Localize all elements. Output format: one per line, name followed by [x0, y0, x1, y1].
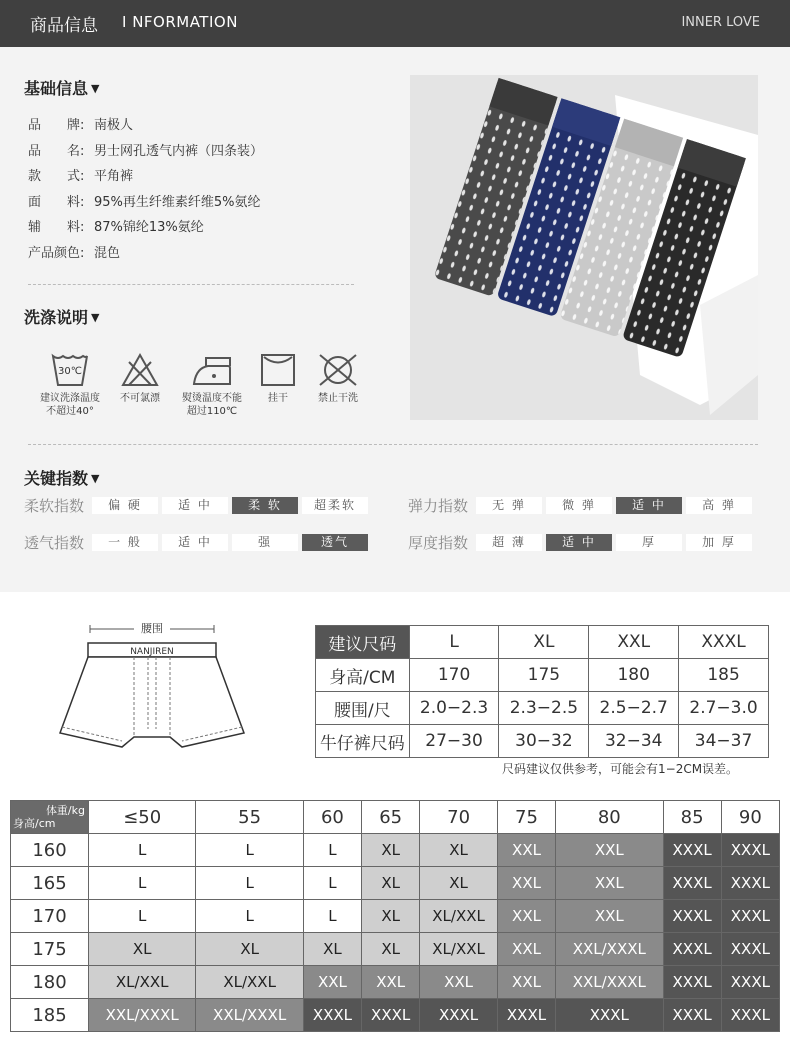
size-recommendation-cell: XL/XXL — [420, 900, 498, 933]
header-title-en: I NFORMATION — [122, 13, 238, 31]
size-recommendation-cell: XXXL — [362, 999, 420, 1032]
index-option: 适 中 — [616, 497, 682, 514]
index-label: 柔软指数 — [24, 497, 85, 515]
no-bleach-icon — [120, 352, 160, 388]
size-recommendation-cell: XXXL — [721, 966, 779, 999]
size-cell: 2.0−2.3 — [409, 692, 499, 725]
index-option: 强 — [232, 534, 298, 551]
info-value: 95%再生纤维素纤维5%氨纶 — [94, 194, 261, 210]
height-cell: 180 — [11, 966, 89, 999]
size-recommendation-cell: L — [303, 900, 361, 933]
size-recommendation-cell: XL — [89, 933, 196, 966]
weight-header-cell: 80 — [556, 801, 663, 834]
header-brand: INNER LOVE — [681, 15, 760, 30]
size-recommendation-cell: XL — [362, 867, 420, 900]
size-header-cell: L — [409, 626, 499, 659]
divider — [28, 444, 758, 445]
info-label: 产品颜色: — [28, 245, 85, 261]
wash-item: 挂干 — [252, 352, 304, 405]
size-recommendation-cell: XXL — [556, 900, 663, 933]
header-bar — [0, 0, 790, 47]
weight-header-cell: 75 — [497, 801, 555, 834]
height-cell: 175 — [11, 933, 89, 966]
info-value: 87%锦纶13%氨纶 — [94, 220, 204, 235]
size-recommendation-cell: L — [196, 834, 303, 867]
size-recommendation-cell: L — [303, 867, 361, 900]
corner-weight-label: 体重/kg — [45, 804, 85, 817]
size-row — [316, 692, 769, 725]
index-option: 偏 硬 — [92, 497, 158, 514]
size-recommendation-cell: L — [89, 900, 196, 933]
index-option: 适 中 — [162, 534, 228, 551]
wash-item: 熨烫温度不能 超过110℃ — [176, 352, 248, 418]
product-image — [410, 75, 758, 420]
size-cell: 27−30 — [409, 725, 499, 758]
info-label: 辅 料: — [28, 220, 85, 235]
size-recommendation-cell: XXXL — [663, 834, 721, 867]
weight-height-table — [10, 800, 780, 1032]
weight-row — [11, 834, 780, 867]
weight-header-cell: ≤50 — [89, 801, 196, 834]
size-recommendation-cell: XXL/XXXL — [89, 999, 196, 1032]
size-recommendation-cell: XXXL — [663, 867, 721, 900]
size-recommendation-cell: XXXL — [303, 999, 361, 1032]
size-recommendation-cell: XXL — [556, 834, 663, 867]
info-row — [28, 242, 120, 261]
waistband-text: NANJIREN — [130, 647, 174, 657]
index-option: 超柔软 — [302, 497, 368, 514]
size-recommendation-cell: XXL — [497, 966, 555, 999]
size-header-cell: XL — [499, 626, 589, 659]
size-recommendation-cell: XXXL — [721, 834, 779, 867]
info-label: 款 式: — [28, 169, 85, 184]
corner-height-label: 身高/cm — [13, 817, 56, 830]
size-recommendation-cell: XL/XXL — [196, 966, 303, 999]
size-header-cell: XXXL — [679, 626, 769, 659]
size-recommendation-cell: XXL — [303, 966, 361, 999]
size-recommendation-cell: L — [196, 867, 303, 900]
size-recommendation-cell: XXL — [497, 867, 555, 900]
weight-row — [11, 966, 780, 999]
info-row — [28, 191, 261, 210]
size-recommendation-cell: XL — [196, 933, 303, 966]
size-row — [316, 725, 769, 758]
size-recommendation-cell: L — [196, 900, 303, 933]
size-recommendation-cell: XXL — [420, 966, 498, 999]
size-recommendation-cell: XL — [303, 933, 361, 966]
size-cell: 2.7−3.0 — [679, 692, 769, 725]
height-cell: 185 — [11, 999, 89, 1032]
info-row — [28, 140, 263, 159]
size-recommendation-cell: XXXL — [497, 999, 555, 1032]
no-dry-clean-icon — [315, 352, 361, 388]
height-cell: 170 — [11, 900, 89, 933]
size-table — [315, 625, 769, 758]
size-recommendation-cell: XXXL — [721, 933, 779, 966]
size-recommendation-cell: XXXL — [663, 900, 721, 933]
wash-temp: 30℃ — [58, 366, 82, 377]
info-row — [28, 114, 133, 133]
weight-row — [11, 933, 780, 966]
iron-icon — [190, 352, 234, 388]
weight-header-cell: 70 — [420, 801, 498, 834]
size-cell: 32−34 — [589, 725, 679, 758]
weight-row — [11, 900, 780, 933]
size-recommendation-cell: XL/XXL — [420, 933, 498, 966]
size-recommendation-cell: XXL/XXXL — [556, 933, 663, 966]
size-row — [316, 659, 769, 692]
info-row — [28, 216, 204, 235]
size-recommendation-cell: L — [89, 867, 196, 900]
product-photo — [410, 75, 758, 420]
size-recommendation-cell: XXXL — [663, 933, 721, 966]
height-cell: 165 — [11, 867, 89, 900]
size-cell: 170 — [409, 659, 499, 692]
info-value: 平角裤 — [94, 169, 134, 184]
size-header-cell: XXL — [589, 626, 679, 659]
size-cell: 175 — [499, 659, 589, 692]
weight-header-cell: 60 — [303, 801, 361, 834]
size-recommendation-cell: XXL/XXXL — [556, 966, 663, 999]
size-recommendation-cell: XL — [362, 900, 420, 933]
size-recommendation-cell: XXXL — [721, 999, 779, 1032]
weight-row — [11, 867, 780, 900]
waist-label: 腰围 — [141, 622, 163, 635]
weight-row — [11, 999, 780, 1032]
size-recommendation-cell: L — [89, 834, 196, 867]
size-recommendation-cell: XXL — [556, 867, 663, 900]
info-label: 品 牌: — [28, 118, 85, 133]
wash-heading: 洗涤说明 ▼ — [24, 308, 100, 327]
weight-header-cell: 90 — [721, 801, 779, 834]
size-cell: 腰围/尺 — [316, 692, 410, 725]
size-recommendation-cell: XXXL — [663, 966, 721, 999]
size-recommendation-cell: XXL — [362, 966, 420, 999]
index-option: 厚 — [616, 534, 682, 551]
underwear-diagram — [52, 615, 252, 765]
hang-dry-icon — [259, 352, 297, 388]
size-recommendation-cell: XXXL — [420, 999, 498, 1032]
size-recommendation-cell: XXXL — [663, 999, 721, 1032]
info-value: 男士网孔透气内裤（四条装） — [94, 143, 264, 159]
size-recommendation-cell: XL — [362, 834, 420, 867]
weight-height-corner — [11, 801, 89, 834]
weight-header-cell: 65 — [362, 801, 420, 834]
info-value: 南极人 — [94, 118, 134, 133]
size-recommendation-cell: XXXL — [556, 999, 663, 1032]
index-option: 适 中 — [546, 534, 612, 551]
weight-header-cell: 85 — [663, 801, 721, 834]
size-cell: 185 — [679, 659, 769, 692]
size-note: 尺码建议仅供参考，可能会有1−2CM误差。 — [502, 762, 739, 776]
info-value: 混色 — [94, 245, 121, 261]
wash-item: 禁止干洗 — [310, 352, 366, 405]
index-option: 高 弹 — [686, 497, 752, 514]
size-recommendation-cell: XXL/XXXL — [196, 999, 303, 1032]
size-recommendation-cell: XXL — [497, 834, 555, 867]
size-recommendation-cell: XL — [362, 933, 420, 966]
size-recommendation-cell: XXL — [497, 900, 555, 933]
index-label: 透气指数 — [24, 534, 85, 552]
info-label: 品 名: — [28, 143, 85, 159]
size-recommendation-cell: XL — [420, 867, 498, 900]
size-cell: 30−32 — [499, 725, 589, 758]
size-recommendation-cell: L — [303, 834, 361, 867]
index-option: 一 般 — [92, 534, 158, 551]
info-label: 面 料: — [28, 194, 85, 210]
index-label: 弹力指数 — [408, 497, 469, 515]
size-cell: 34−37 — [679, 725, 769, 758]
wash-tub-icon — [50, 352, 90, 388]
index-option: 微 弹 — [546, 497, 612, 514]
size-recommendation-cell: XXXL — [721, 900, 779, 933]
wash-item: 30℃ 建议洗涤温度 不超过40° — [34, 352, 106, 418]
index-option: 柔 软 — [232, 497, 298, 514]
header-title-cn: 商品信息 — [30, 16, 98, 36]
divider — [28, 284, 354, 285]
basic-info-heading: 基础信息 ▼ — [24, 79, 100, 98]
size-cell: 2.3−2.5 — [499, 692, 589, 725]
index-option: 透气 — [302, 534, 368, 551]
weight-header-cell: 55 — [196, 801, 303, 834]
size-cell: 牛仔裤尺码 — [316, 725, 410, 758]
index-option: 无 弹 — [476, 497, 542, 514]
size-header-cell: 建议尺码 — [316, 626, 410, 659]
index-option: 加 厚 — [686, 534, 752, 551]
index-heading: 关键指数 ▼ — [24, 469, 100, 488]
info-row — [28, 165, 133, 184]
size-recommendation-cell: XXXL — [721, 867, 779, 900]
index-option: 适 中 — [162, 497, 228, 514]
index-label: 厚度指数 — [408, 534, 469, 552]
wash-item: 不可氯漂 — [108, 352, 172, 405]
size-cell: 180 — [589, 659, 679, 692]
size-cell: 身高/CM — [316, 659, 410, 692]
size-cell: 2.5−2.7 — [589, 692, 679, 725]
size-recommendation-cell: XXL — [497, 933, 555, 966]
size-recommendation-cell: XL — [420, 834, 498, 867]
height-cell: 160 — [11, 834, 89, 867]
size-recommendation-cell: XL/XXL — [89, 966, 196, 999]
index-option: 超 薄 — [476, 534, 542, 551]
